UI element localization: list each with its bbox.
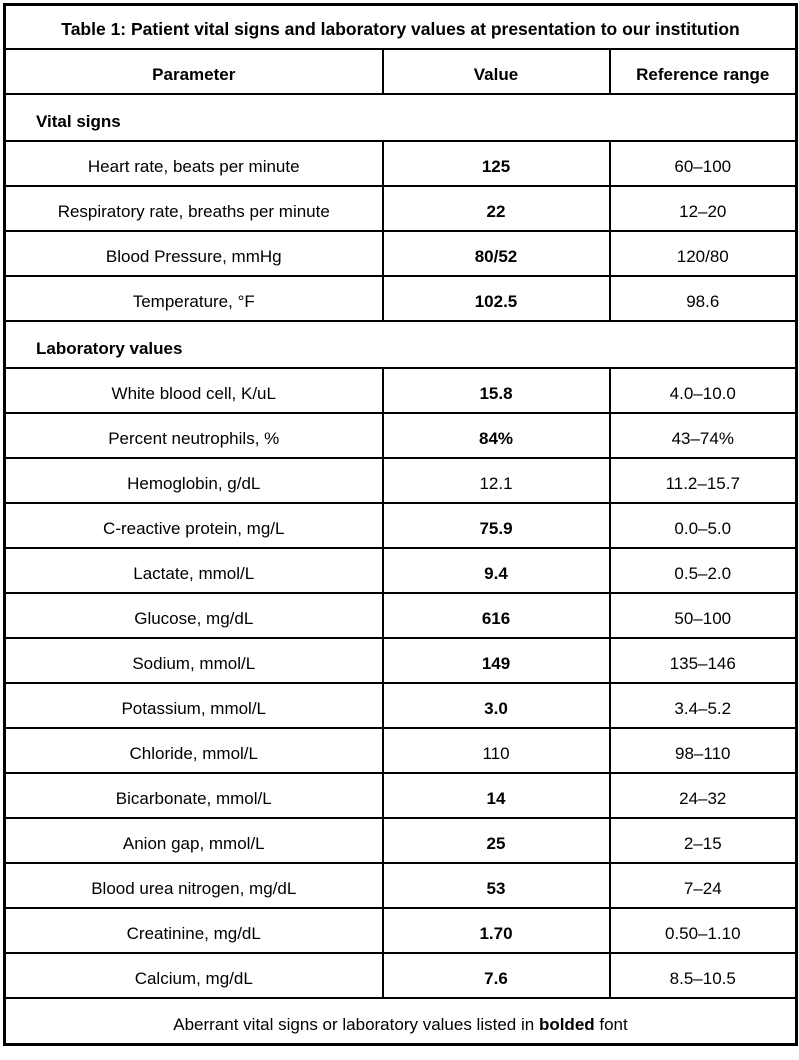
reference-cell: 0.0–5.0: [610, 503, 797, 548]
reference-cell: 12–20: [610, 186, 797, 231]
reference-cell: 0.50–1.10: [610, 908, 797, 953]
parameter-cell: C-reactive protein, mg/L: [5, 503, 383, 548]
table-row: [5, 276, 797, 321]
table-row: [5, 503, 797, 548]
value-cell: 110: [383, 728, 610, 773]
reference-cell: 4.0–10.0: [610, 368, 797, 413]
reference-cell: 135–146: [610, 638, 797, 683]
value-cell: 7.6: [383, 953, 610, 998]
table-row: [5, 413, 797, 458]
parameter-cell: Hemoglobin, g/dL: [5, 458, 383, 503]
parameter-cell: Percent neutrophils, %: [5, 413, 383, 458]
parameter-cell: Bicarbonate, mmol/L: [5, 773, 383, 818]
table-footer: [5, 998, 797, 1045]
parameter-cell: Glucose, mg/dL: [5, 593, 383, 638]
section-row: [5, 94, 797, 141]
patient-vitals-table: [3, 3, 798, 1046]
table-row: [5, 728, 797, 773]
reference-cell: 60–100: [610, 141, 797, 186]
table-row: [5, 548, 797, 593]
parameter-cell: Creatinine, mg/dL: [5, 908, 383, 953]
value-cell: 102.5: [383, 276, 610, 321]
reference-cell: 98.6: [610, 276, 797, 321]
parameter-cell: Potassium, mmol/L: [5, 683, 383, 728]
parameter-cell: Lactate, mmol/L: [5, 548, 383, 593]
column-header-parameter: Parameter: [5, 49, 383, 94]
section-row: [5, 321, 797, 368]
value-cell: 616: [383, 593, 610, 638]
value-cell: 9.4: [383, 548, 610, 593]
footnote-suffix: font: [594, 1015, 628, 1034]
table-title: Table 1: Patient vital signs and laboratory values at presentation to our institution: [5, 5, 797, 49]
reference-cell: 24–32: [610, 773, 797, 818]
section-label: Vital signs: [5, 94, 797, 141]
reference-cell: 98–110: [610, 728, 797, 773]
parameter-cell: White blood cell, K/uL: [5, 368, 383, 413]
column-header-row: [5, 49, 797, 94]
value-cell: 3.0: [383, 683, 610, 728]
table-row: [5, 186, 797, 231]
reference-cell: 8.5–10.5: [610, 953, 797, 998]
reference-cell: 2–15: [610, 818, 797, 863]
section-label: Laboratory values: [5, 321, 797, 368]
table-head: [5, 5, 797, 94]
parameter-cell: Sodium, mmol/L: [5, 638, 383, 683]
table-row: [5, 863, 797, 908]
value-cell: 25: [383, 818, 610, 863]
table-row: [5, 908, 797, 953]
parameter-cell: Heart rate, beats per minute: [5, 141, 383, 186]
footnote-row: [5, 998, 797, 1045]
table-row: [5, 818, 797, 863]
reference-cell: 120/80: [610, 231, 797, 276]
reference-cell: 7–24: [610, 863, 797, 908]
parameter-cell: Respiratory rate, breaths per minute: [5, 186, 383, 231]
table-row: [5, 683, 797, 728]
value-cell: 22: [383, 186, 610, 231]
table-row: [5, 368, 797, 413]
value-cell: 15.8: [383, 368, 610, 413]
column-header-reference-range: Reference range: [610, 49, 797, 94]
value-cell: 53: [383, 863, 610, 908]
table-row: [5, 953, 797, 998]
footnote-prefix: Aberrant vital signs or laboratory values listed in: [173, 1015, 539, 1034]
value-cell: 14: [383, 773, 610, 818]
value-cell: 125: [383, 141, 610, 186]
parameter-cell: Blood urea nitrogen, mg/dL: [5, 863, 383, 908]
reference-cell: 43–74%: [610, 413, 797, 458]
footnote: [5, 998, 797, 1045]
table-row: [5, 141, 797, 186]
value-cell: 80/52: [383, 231, 610, 276]
value-cell: 75.9: [383, 503, 610, 548]
reference-cell: 11.2–15.7: [610, 458, 797, 503]
reference-cell: 50–100: [610, 593, 797, 638]
table-row: [5, 773, 797, 818]
value-cell: 12.1: [383, 458, 610, 503]
parameter-cell: Temperature, °F: [5, 276, 383, 321]
table-row: [5, 593, 797, 638]
parameter-cell: Anion gap, mmol/L: [5, 818, 383, 863]
table-row: [5, 231, 797, 276]
parameter-cell: Blood Pressure, mmHg: [5, 231, 383, 276]
column-header-value: Value: [383, 49, 610, 94]
table-row: [5, 458, 797, 503]
table-body: [5, 94, 797, 998]
table-row: [5, 638, 797, 683]
reference-cell: 0.5–2.0: [610, 548, 797, 593]
value-cell: 84%: [383, 413, 610, 458]
value-cell: 1.70: [383, 908, 610, 953]
value-cell: 149: [383, 638, 610, 683]
parameter-cell: Calcium, mg/dL: [5, 953, 383, 998]
reference-cell: 3.4–5.2: [610, 683, 797, 728]
title-row: [5, 5, 797, 49]
parameter-cell: Chloride, mmol/L: [5, 728, 383, 773]
footnote-bold-word: bolded: [538, 1015, 595, 1034]
